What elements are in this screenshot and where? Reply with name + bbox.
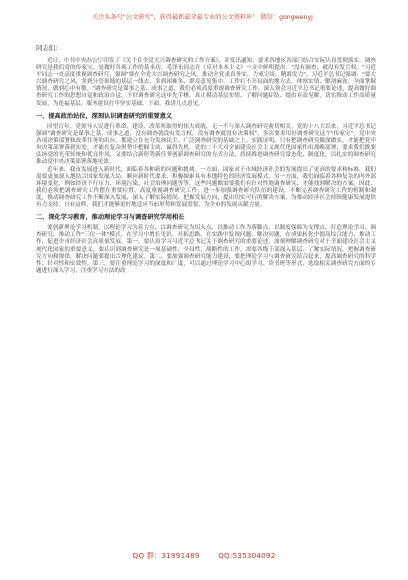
header-banner: 关注头条号"公文研究"，获得最新最全最专业的公文资料库！ 微信：gongwenyj [92, 14, 313, 21]
section-1-paragraph: 回望百年，党领导人民进行革命、建设、改革所取得的伟大成就，无一不与深入调查研究密切相关。党的十八大以来，习近平总书记强调"调查研究是谋事之基、成事之道，没有调查就没有发言权，没有调查就没有决策权"，多次要求用好调查研究这个"传家宝"。党中央各项决策部署和改革任务的出台，都建立在充分发扬民主、广泛调查研究的基础之上。实践证明，只有把调查研究做深做实，才能把党中央决策部署落到实处，才能在复杂形势中把握主动、赢得先机。党的二十大对全面建设社会主义现代化国家作出战略部署，要求我们既要弘扬党的光荣传统和优良作风，又要结合新形势新任务创新调查研究的方式方法，持续推进调查研究常态化、制度化，以扎实的调查研究推动党中央决策部署落地见效。 [36, 123, 376, 166]
section-1-heading: 一、提高政治站位，深刻认识调查研究的重要意义 [36, 112, 173, 120]
section-1-paragraph: 近年来，我市发展进入新时代，面临着各种新的问题和挑战。一方面，国家对于市域经济社会的发展提出了更高的要求和标准，我们需要更加深入地结合国家发展大局，顺应新时代要求，积极探索具有本地特色的经济发展模式。另一方面，我们面临着各种复杂的内外部环境变化，例如经济下行压力、环境污染、社会治理问题等等，这些问题都需要我们有针对性地调查研究，才能找到解决的方案。因此，我们必须把调查研究工作摆在重要位置，高度重视调查研究工作，进一步加强调查研究队伍的建设，不断完善调查研究工作的机制和制度，推动调查研究工作不断深入发展，深入了解实际情况、把握发展方向，提出切实可行的解决方案，为推动经济社会持续健康发展提供有力支持。只有这样，我们才能够更好地适应当前形势和发展需要，为全市的发展贡献力量。 [36, 166, 376, 209]
document-body [36, 58, 376, 275]
qq-group-text: QQ 群：31991489 [132, 551, 200, 560]
section-2-heading: 二、深化学习教育，推动理论学习与调查研究学用相长 [36, 214, 185, 222]
qq-text: QQ:535304092 [218, 551, 276, 560]
section-2-paragraph: 要创新理论学习机制，以理论学习为着力点，以调查研究为切入点，以推动工作为落脚点，以制度保障为支撑点，打造理论学习、调查研究、推动工作"三位一体"模式。在学习中增长见识、开拓思路，在实践中发现问题、解决问题，在成果转化中提高综合能力，推动工作，促进全市经济社会高质量发展。第一，要认真学习习近平总书记关于调查研究的重要论述，深刻理解调查研究对于全面建设社会主义现代化国家的重要意义，要认识到调查研究是一项基础性、全局性、战略性的工作，需要各级干部深入基层、了解实际情况、把握调查研究方向和规律，解决问题要提出合理化建议。第二，要加强调查研究能力建设，要把理论学习与调查研究结合起来，提高调查研究的科学性、针对性和实效性。第三，要注重理论学习的深度和广度，可以通过理论学习中心组学习、读书班等形式，选取相关调查研究方面的专题进行深入学习，注重学习方法的改 [36, 225, 376, 274]
intro-paragraph: 近日，中共中央办公厅印发了《关于在全党大兴调查研究的工作方案》，并发出通知，要求各地区各部门结合实际认真贯彻落实。调查研究是我们党的传家宝，是做好各项工作的基本功。毛泽东同志在《反对本本主义》一文中鲜明提出："没有调查，就没有发言权。"习近平同志一直高度重视调查研究，强调"要在全党大兴调查研究之风，推动全党求真务实、力戒空谈、精准发力"。习近平总书记强调："要大兴调查研究之风，多到分管领域的基层一线去，多到困难多、群众意见集中、工作打不开局面的地方去，体察实情、解剖麻雀，全面掌握情况，做到心中有数。"调查研究是谋事之基、成事之道，我们必须高度重视调查研究工作。深入领会习近平总书记重要论述，提高做好调查研究工作的思想自觉和政治自觉，下好调查研究这步先手棋，真正摸清基层实情、了解问题症结、提出有益见解，切实推动工作高质量发展，为连福基层、服务建设打牢坚实基础。下面，我讲几点意见。 [36, 58, 376, 107]
footer-contact [0, 551, 408, 561]
salutation: 同志们： [36, 44, 62, 52]
